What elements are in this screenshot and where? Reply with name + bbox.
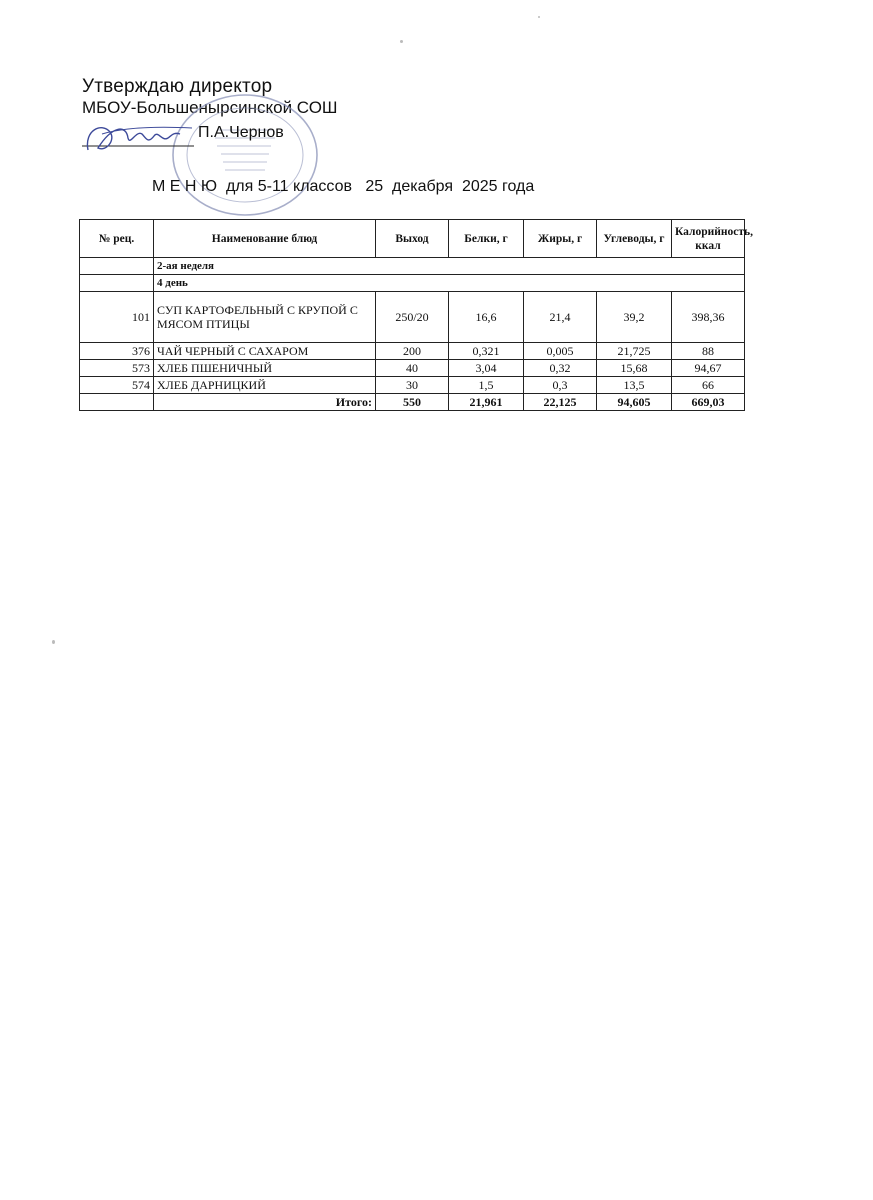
- dish-output: 40: [376, 360, 449, 377]
- scan-speck: [400, 40, 403, 43]
- dish-carbs: 39,2: [597, 292, 672, 343]
- approval-heading: Утверждаю директор: [82, 76, 273, 97]
- table-row: [80, 360, 745, 377]
- col-header-output: Выход: [376, 220, 449, 258]
- col-header-protein: Белки, г: [449, 220, 524, 258]
- dish-protein: 0,321: [449, 343, 524, 360]
- dish-name: СУП КАРТОФЕЛЬНЫЙ С КРУПОЙ С МЯСОМ ПТИЦЫ: [154, 292, 376, 343]
- table-row: [80, 343, 745, 360]
- col-header-name: Наименование блюд: [154, 220, 376, 258]
- total-output: 550: [376, 394, 449, 411]
- total-label: Итого:: [154, 394, 376, 411]
- dish-fat: 21,4: [524, 292, 597, 343]
- dish-kcal: 398,36: [672, 292, 745, 343]
- dish-fat: 0,32: [524, 360, 597, 377]
- col-header-recipe: № рец.: [80, 220, 154, 258]
- dish-fat: 0,3: [524, 377, 597, 394]
- dish-kcal: 66: [672, 377, 745, 394]
- dish-carbs: 21,725: [597, 343, 672, 360]
- total-carbs: 94,605: [597, 394, 672, 411]
- dish-fat: 0,005: [524, 343, 597, 360]
- col-header-fat: Жиры, г: [524, 220, 597, 258]
- school-name: МБОУ-Большенырсинской СОШ: [82, 98, 338, 117]
- dish-output: 200: [376, 343, 449, 360]
- week-row: [80, 258, 745, 275]
- week-label: 2-ая неделя: [154, 258, 745, 275]
- dish-output: 250/20: [376, 292, 449, 343]
- dish-name: ХЛЕБ ДАРНИЦКИЙ: [154, 377, 376, 394]
- recipe-code: 574: [80, 377, 154, 394]
- dish-protein: 3,04: [449, 360, 524, 377]
- scan-speck: [52, 640, 55, 644]
- dish-output: 30: [376, 377, 449, 394]
- scan-speck: [538, 16, 540, 18]
- menu-table: [79, 219, 753, 411]
- recipe-code: 573: [80, 360, 154, 377]
- day-label: 4 день: [154, 275, 745, 292]
- signer-name: П.А.Чернов: [198, 124, 284, 141]
- dish-name: ХЛЕБ ПШЕНИЧНЫЙ: [154, 360, 376, 377]
- dish-name: ЧАЙ ЧЕРНЫЙ С САХАРОМ: [154, 343, 376, 360]
- table-header-row: [80, 220, 745, 258]
- total-row: [80, 394, 745, 411]
- col-header-kcal: Калорийность, ккал: [672, 220, 745, 258]
- table-row: [80, 292, 745, 343]
- recipe-code: 101: [80, 292, 154, 343]
- dish-protein: 16,6: [449, 292, 524, 343]
- dish-kcal: 88: [672, 343, 745, 360]
- dish-protein: 1,5: [449, 377, 524, 394]
- col-header-carbs: Углеводы, г: [597, 220, 672, 258]
- dish-kcal: 94,67: [672, 360, 745, 377]
- recipe-code: 376: [80, 343, 154, 360]
- total-protein: 21,961: [449, 394, 524, 411]
- dish-carbs: 13,5: [597, 377, 672, 394]
- table-row: [80, 377, 745, 394]
- day-row: [80, 275, 745, 292]
- dish-carbs: 15,68: [597, 360, 672, 377]
- total-fat: 22,125: [524, 394, 597, 411]
- total-kcal: 669,03: [672, 394, 745, 411]
- menu-title: М Е Н Ю для 5-11 классов 25 декабря 2025 года: [152, 178, 535, 195]
